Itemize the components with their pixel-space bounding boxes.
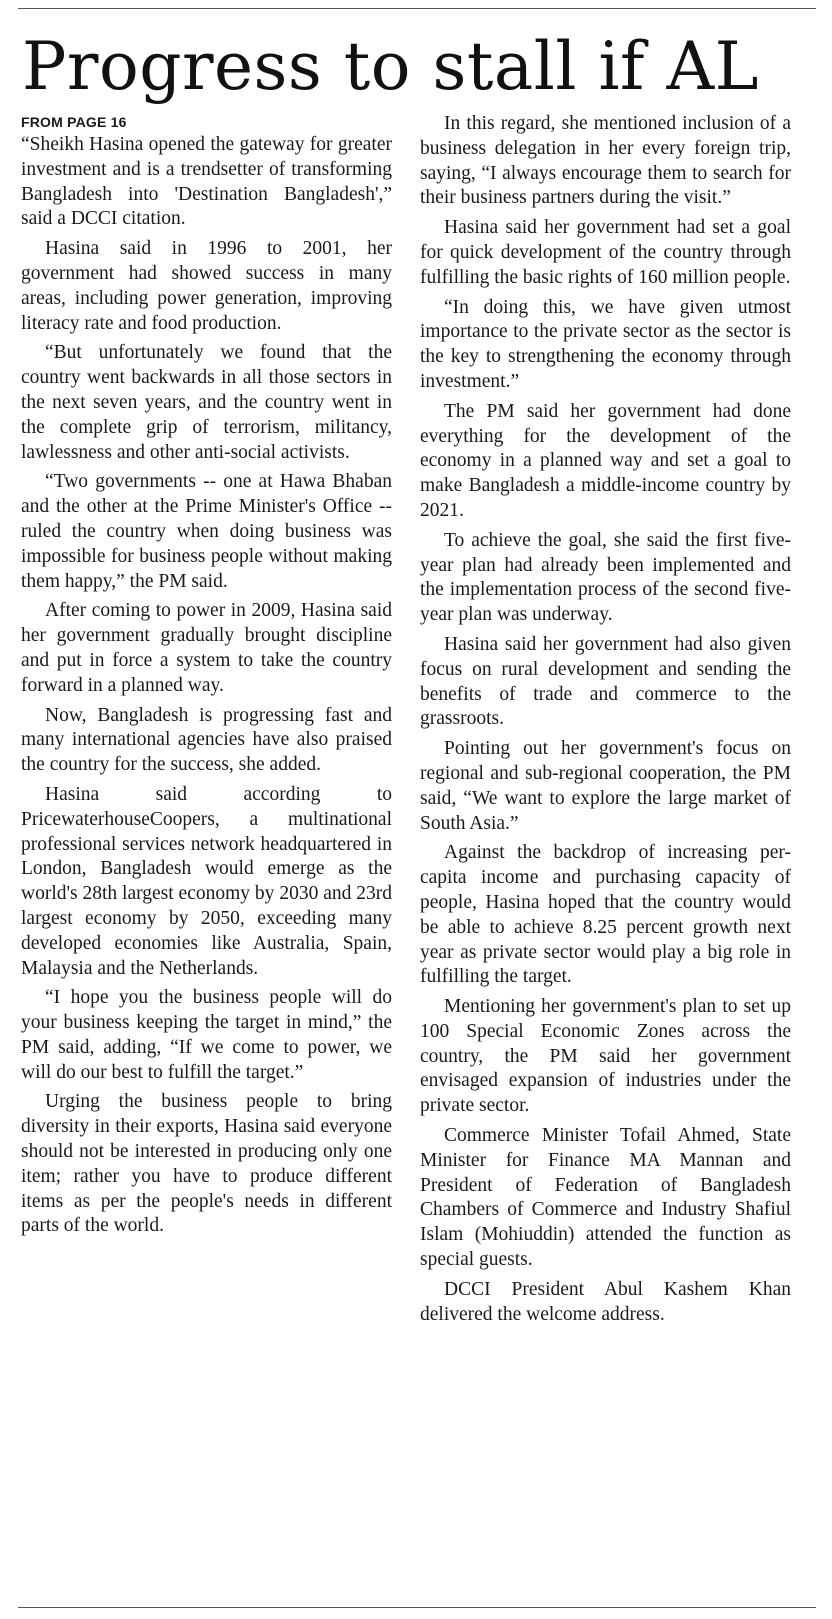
- paragraph: Urging the business people to bring diversity in their exports, Hasina said everyone should not be interested in producing only one item; rather you have to produce different items as per the people's needs in different parts of the world.: [21, 1091, 392, 1237]
- paragraph: “But unfortunately we found that the country went backwards in all those sectors in the next seven years, and the country went in the complete grip of terrorism, militancy, lawlessness and other anti-social activists.: [21, 342, 392, 463]
- paragraph: “Sheikh Hasina opened the gateway for greater investment and is a trendsetter of transforming Bangladesh into 'Destination Bangladesh',” said a DCCI citation.: [21, 134, 392, 230]
- paragraph: Now, Bangladesh is progressing fast and many international agencies have also praised the country for the success, she added.: [21, 704, 392, 776]
- paragraph: Against the backdrop of increasing per-capita income and purchasing capacity of people, Hasina hoped that the country would be able to achieve 8.25 percent growth next year as private sector would play a big role in fulfilling the target.: [420, 842, 791, 988]
- top-rule: [18, 8, 816, 9]
- left-column: [21, 112, 392, 1332]
- headline: Progress to stall if AL: [22, 28, 759, 105]
- paragraph: After coming to power in 2009, Hasina said her government gradually brought discipline and put in force a system to take the country forward in a planned way.: [21, 600, 392, 696]
- paragraph: Hasina said her government had also given focus on rural development and sending the benefits of trade and commerce to the grassroots.: [420, 633, 791, 730]
- right-column: [420, 112, 791, 1332]
- paragraph: “Two governments -- one at Hawa Bhaban and the other at the Prime Minister's Office -- ruled the country when doing business was impossible for business people without making them happy,” the PM said.: [21, 471, 392, 592]
- paragraph: Hasina said in 1996 to 2001, her government had showed success in many areas, including power generation, improving literacy rate and food production.: [21, 238, 392, 334]
- paragraph: DCCI President Abul Kashem Khan delivered the welcome address.: [420, 1278, 791, 1325]
- paragraph: “I hope you the business people will do your business keeping the target in mind,” the PM said, adding, “If we come to power, we will do our best to fulfill the target.”: [21, 987, 392, 1083]
- paragraph: The PM said her government had done everything for the development of the economy in a planned way and set a goal to make Bangladesh a middle-income country by 2021.: [420, 400, 791, 521]
- article-body: [21, 112, 791, 1332]
- paragraph: “In doing this, we have given utmost importance to the private sector as the sector is the key to strengthening the economy through investment.”: [420, 296, 791, 392]
- paragraph: Hasina said her government had set a goal for quick development of the country through fulfilling the basic rights of 160 million people.: [420, 217, 791, 288]
- dateline: FROM PAGE 16: [21, 114, 127, 130]
- paragraph: Commerce Minister Tofail Ahmed, State Minister for Finance MA Mannan and President of Federation of Bangladesh Chambers of Commerce and Industry Shafiul Islam (Mohiuddin) attended the function as special guests.: [420, 1125, 791, 1271]
- paragraph: Pointing out her government's focus on regional and sub-regional cooperation, the PM said, “We want to explore the large market of South Asia.”: [420, 738, 791, 834]
- paragraph: Mentioning her government's plan to set up 100 Special Economic Zones across the country, the PM said her government envisaged expansion of industries under the private sector.: [420, 996, 791, 1117]
- bottom-rule: [18, 1607, 816, 1608]
- paragraph: In this regard, she mentioned inclusion of a business delegation in her every foreign trip, saying, “I always encourage them to search for their business partners during the visit.”: [420, 113, 791, 209]
- paragraph: Hasina said according to PricewaterhouseCoopers, a multinational professional services network headquartered in London, Bangladesh would emerge as the world's 28th largest economy by 2030 and 23rd largest economy by 2050, exceeding many developed economies like Australia, Spain, Malaysia and the Netherlands.: [21, 783, 392, 979]
- paragraph: To achieve the goal, she said the first five-year plan had already been implemented and the implementation process of the second five-year plan was underway.: [420, 529, 791, 626]
